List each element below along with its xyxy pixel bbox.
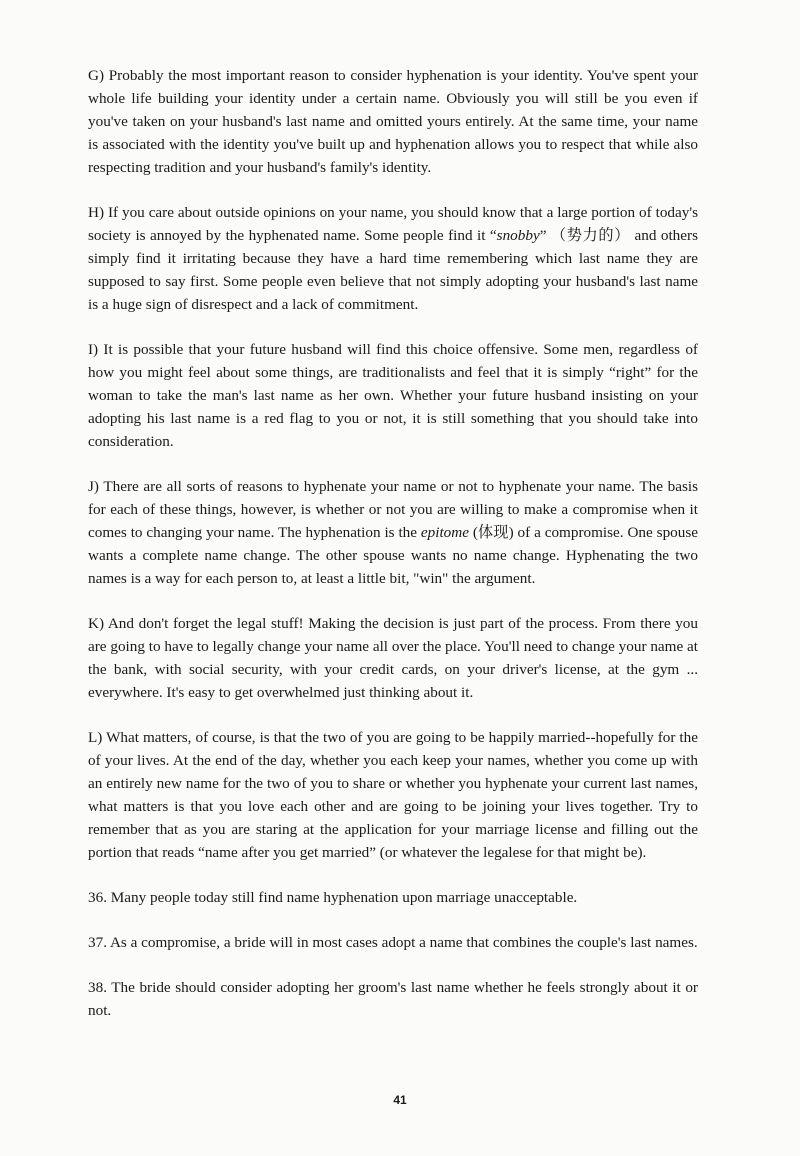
paragraph-j-emphasis: epitome [420,524,469,541]
paragraph-j-text: J) There are all sorts of reasons to hyphenate your name or not to hyphenate your name. The basis for each of these things, however, is whether or not you are willing to make a compromise when it comes to changing your name. The hyphenation is the [88,478,698,541]
paragraph-h-text-rest: ” （势力的） and others simply find it irritating because they have a hard time remembering which last name they are supposed to say first. Some people even believe that not simply adopting your husband's last name is a huge sign of disrespect and a lack of commitment. [88,227,698,313]
question-36: 36. Many people today still find name hyphenation upon marriage unacceptable. [88,889,578,906]
paragraph-g: G) Probably the most important reason to consider hyphenation is your identity. You've spent your whole life building your identity under a certain name. Obviously you will still be you even if you've taken on your husband's last name and omitted yours entirely. At the same time, your name is associated with the identity you've built up and hyphenation allows you to respect that while also respecting tradition and your husband's family's identity. [88,67,698,176]
paragraph-j [88,475,698,590]
paragraph-h [88,201,698,316]
page-number: 41 [393,1093,407,1107]
question-37: 37. As a compromise, a bride will in most cases adopt a name that combines the couple's last names. [88,934,698,951]
paragraph-h-text: H) If you care about outside opinions on your name, you should know that a large portion of today's society is annoyed by the hyphenated name. Some people find it “ [88,204,698,244]
paragraph-h-emphasis: snobby [496,227,540,244]
paragraph-l: L) What matters, of course, is that the two of you are going to be happily married--hopefully for the of your lives. At the end of the day, whether you each keep your names, whether you come up with an entirely new name for the two of you to share or whether you hyphenate your current last names, what matters is that you love each other and are going to be joining your lives together. Try to remember that as you are staring at the application for your marriage license and filling out the portion that reads “name after you get married” (or whatever the legalese for that might be). [88,729,698,861]
paragraph-j-text-rest: (体现) of a compromise. One spouse wants a complete name change. The other spouse wants no name change. Hyphenating the two names is a way for each person to, at least a little bit, "win" the argument. [88,524,698,587]
paragraph-i: I) It is possible that your future husband will find this choice offensive. Some men, regardless of how you might feel about some things, are traditionalists and feel that it is simply “right” for the woman to take the man's last name as her own. Whether your future husband insisting on your adopting his last name is a red flag to you or not, it is still something that you should take into consideration. [88,341,698,450]
paragraph-k: K) And don't forget the legal stuff! Making the decision is just part of the process. From there you are going to have to legally change your name all over the place. You'll need to change your name at the bank, with social security, with your credit cards, on your driver's license, at the gym ... everywhere. It's easy to get overwhelmed just thinking about it. [88,615,698,701]
question-38: 38. The bride should consider adopting her groom's last name whether he feels strongly about it or not. [88,979,698,1019]
